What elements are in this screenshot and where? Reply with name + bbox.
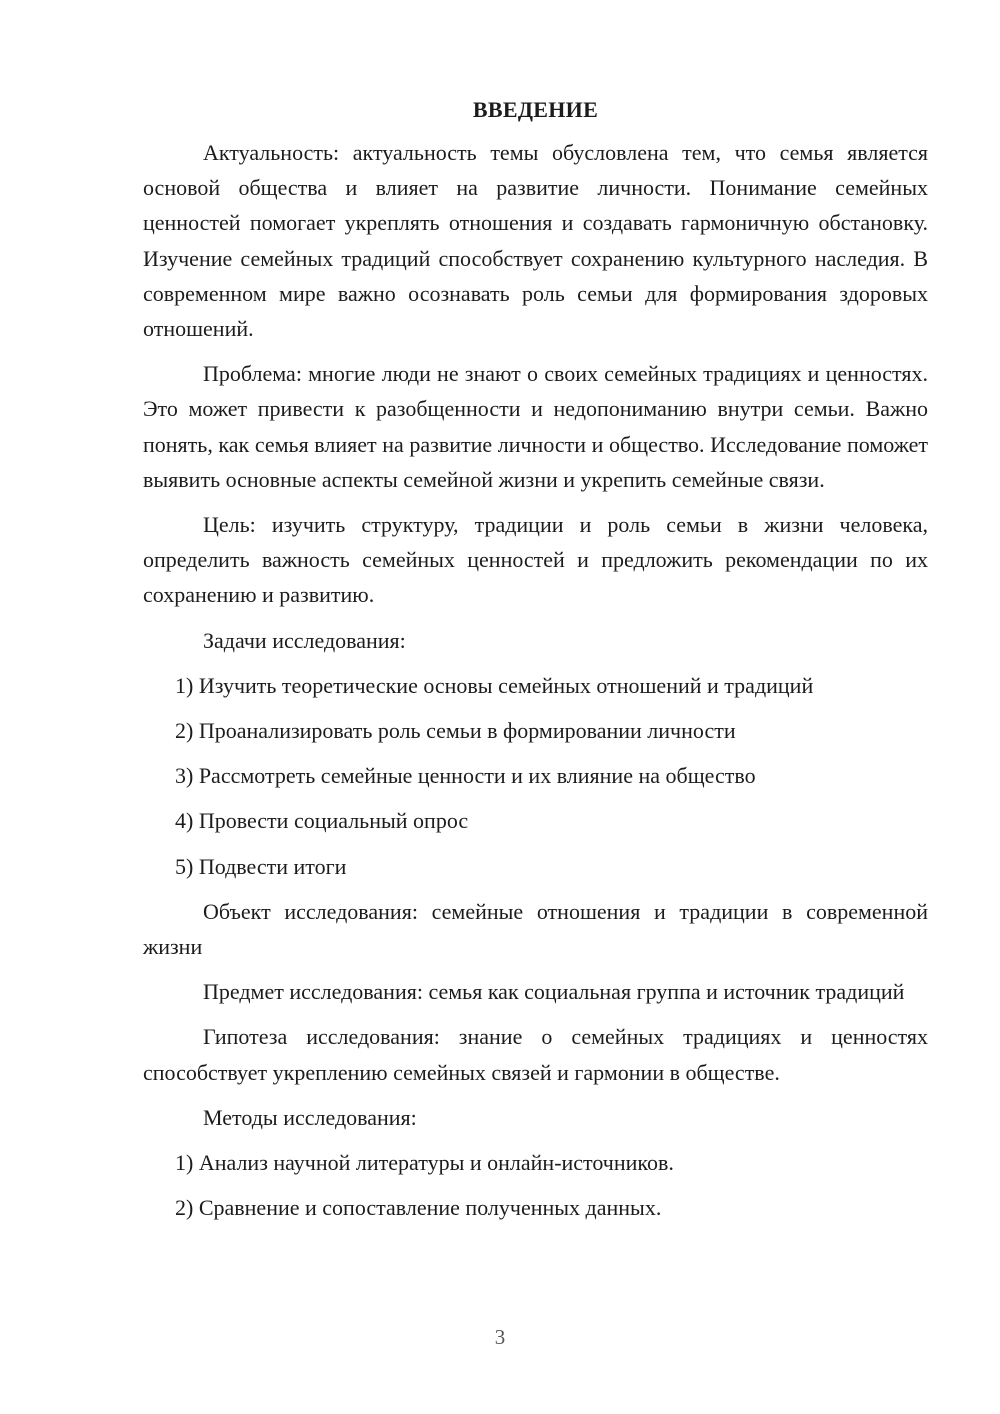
method-item-1: 1) Анализ научной литературы и онлайн-источников. — [175, 1150, 674, 1176]
tasks-heading: Задачи исследования: — [203, 627, 406, 653]
page-number: 3 — [494, 1325, 506, 1349]
task-item-3: 3) Рассмотреть семейные ценности и их влияние на общество — [175, 763, 756, 789]
task-item-1: 1) Изучить теоретические основы семейных отношений и традиций — [175, 672, 814, 698]
goal-paragraph: Цель: изучить структуру, традиции и роль семьи в жизни человека, определить важность семейных ценностей и предложить рекомендации по их сохранению и развитию. — [143, 512, 928, 608]
task-item-2: 2) Проанализировать роль семьи в формировании личности — [175, 718, 736, 744]
task-item-5: 5) Подвести итоги — [175, 853, 347, 879]
hypothesis-paragraph: Гипотеза исследования: знание о семейных традициях и ценностях способствует укреплению семейных связей и гармонии в обществе. — [143, 1024, 928, 1085]
actuality-paragraph: Актуальность: актуальность темы обусловлена тем, что семья является основой общества и влияет на развитие личности. Понимание семейных ценностей помогает укреплять отношения и создавать гармоничную обстановку. Изучение семейных традиций способствует сохранению культурного наследия. В современном мире важно осознавать роль семьи для формирования здоровых отношений. — [143, 140, 928, 342]
methods-heading: Методы исследования: — [203, 1104, 417, 1130]
problem-paragraph: Проблема: многие люди не знают о своих семейных традициях и ценностях. Это может привести к разобщенности и недопониманию внутри семьи. Важно понять, как семья влияет на развитие личности и общество. Исследование поможет выявить основные аспекты семейной жизни и укрепить семейные связи. — [143, 361, 928, 492]
object-paragraph: Объект исследования: семейные отношения и традиции в современной жизни — [143, 898, 928, 960]
method-item-2: 2) Сравнение и сопоставление полученных данных. — [175, 1195, 662, 1221]
document-page — [143, 95, 928, 1235]
section-title: ВВЕДЕНИЕ — [472, 97, 599, 122]
task-item-4: 4) Провести социальный опрос — [175, 808, 469, 834]
subject-paragraph: Предмет исследования: семья как социальная группа и источник традиций — [203, 979, 905, 1005]
